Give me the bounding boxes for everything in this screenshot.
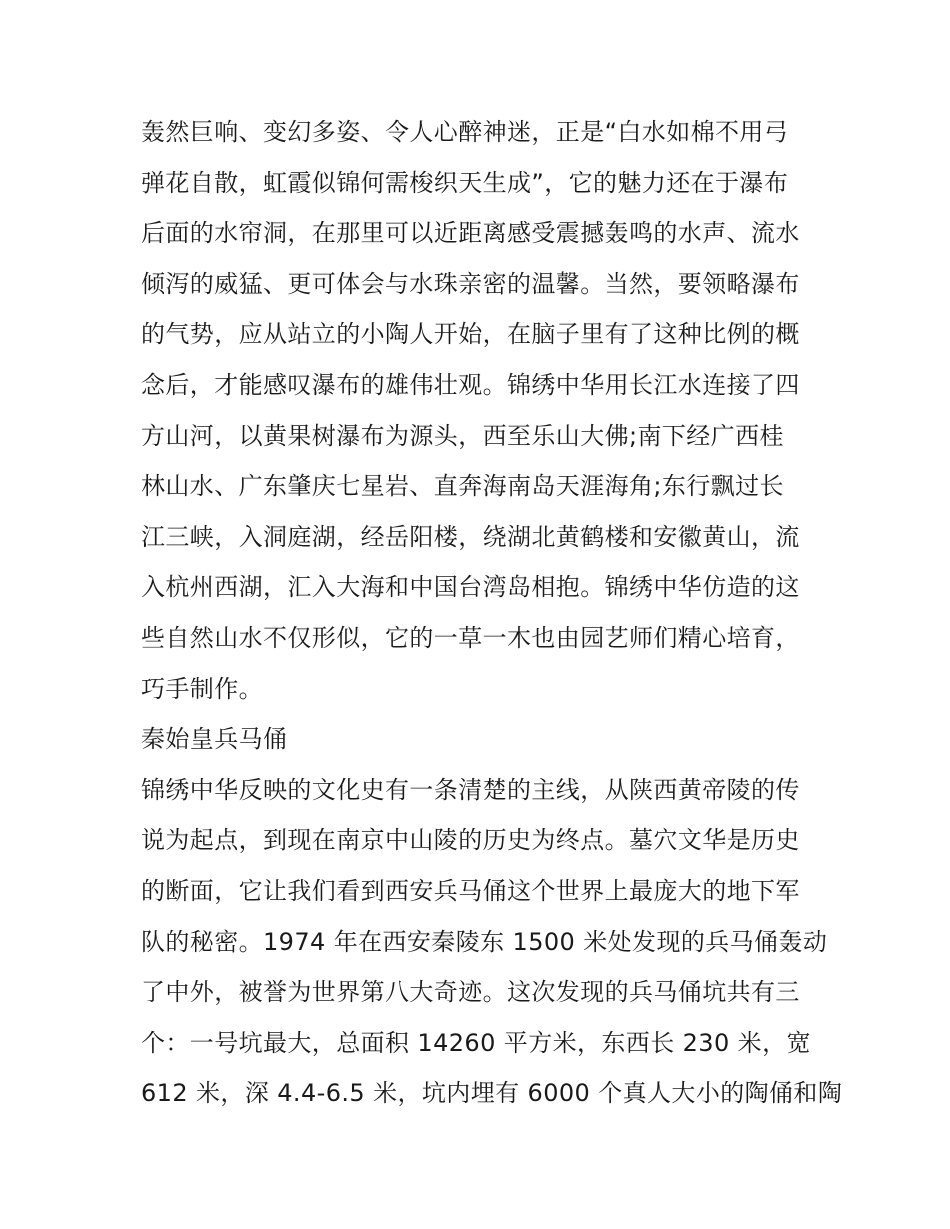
text-line-12: 巧手制作。 (141, 674, 263, 703)
text-line-19: 个：一号坑最大，总面积 14260 平方米，东西长 230 米，宽 (141, 1028, 811, 1057)
text-line-10: 入杭州西湖，汇入大海和中国台湾岛相抱。锦绣中华仿造的这 (141, 573, 800, 602)
text-line-17: 队的秘密。1974 年在西安秦陵东 1500 米处发现的兵马俑轰动 (141, 927, 828, 956)
text-line-16: 的断面，它让我们看到西安兵马俑这个世界上最庞大的地下军 (141, 876, 800, 905)
section-heading: 秦始皇兵马俑 (141, 725, 288, 754)
text-line-6: 念后，才能感叹瀑布的雄伟壮观。锦绣中华用长江水连接了四 (141, 370, 800, 399)
body-text (141, 107, 843, 1119)
text-line-11: 些自然山水不仅形似，它的一草一木也由园艺师们精心培育， (141, 623, 800, 652)
text-line-18: 了中外，被誉为世界第八大奇迹。这次发现的兵马俑坑共有三 (141, 978, 800, 1007)
text-line-5: 的气势，应从站立的小陶人开始，在脑子里有了这种比例的概 (141, 320, 800, 349)
text-line-3: 后面的水帘洞，在那里可以近距离感受震撼轰鸣的水声、流水 (141, 219, 800, 248)
text-line-8: 林山水、广东肇庆七星岩、直奔海南岛天涯海角;东行飘过长 (141, 472, 784, 501)
text-line-1: 轰然巨响、变幻多姿、令人心醉神迷，正是“白水如棉不用弓 (141, 118, 789, 146)
text-line-20: 612 米，深 4.4-6.5 米，坑内埋有 6000 个真人大小的陶俑和陶 (141, 1079, 843, 1108)
text-line-9: 江三峡，入洞庭湖，经岳阳楼，绕湖北黄鹤楼和安徽黄山，流 (141, 522, 800, 551)
text-line-2: 弹花自散，虹霞似锦何需梭织天生成”，它的魅力还在于瀑布 (141, 168, 789, 197)
text-line-15: 说为起点，到现在南京中山陵的历史为终点。墓穴文华是历史 (141, 826, 800, 855)
text-line-4: 倾泻的威猛、更可体会与水珠亲密的温馨。当然，要领略瀑布 (141, 269, 800, 298)
text-line-14: 锦绣中华反映的文化史有一条清楚的主线，从陕西黄帝陵的传 (141, 775, 800, 804)
text-line-7: 方山河，以黄果树瀑布为源头，西至乐山大佛;南下经广西桂 (141, 421, 784, 450)
